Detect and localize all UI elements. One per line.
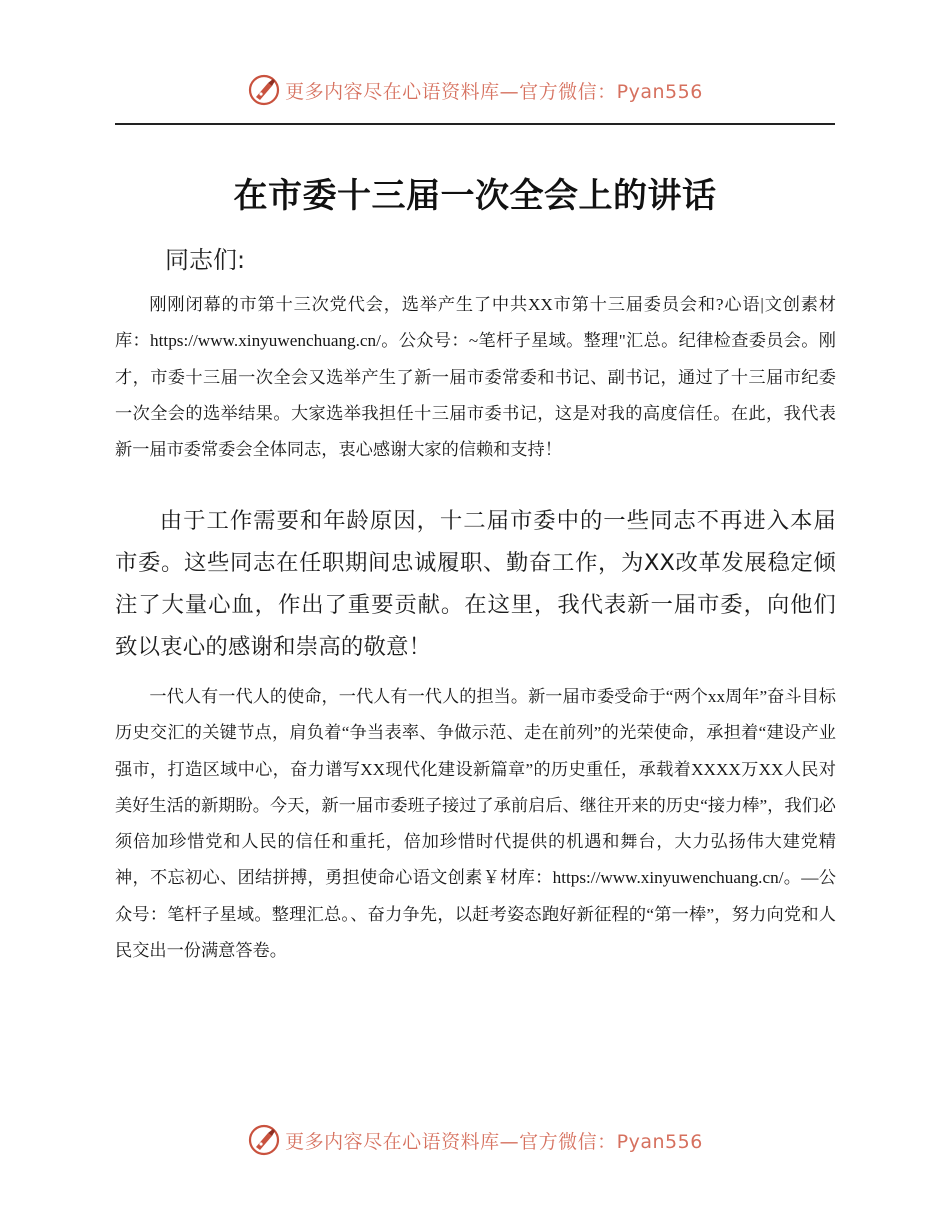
- pen-nib-logo-icon: [247, 1123, 281, 1157]
- salutation: 同志们:: [165, 246, 246, 274]
- paragraph-3: 一代人有一代人的使命，一代人有一代人的担当。新一届市委受命于“两个xx周年”奋斗目标历史交汇的关键节点，肩负着“争当表率、争做示范、走在前列”的光荣使命，承担着“建设产业强市，打造区域中心，奋力谱写XX现代化建设新篇章”的历史重任，承载着XXXX万XX人民对美好生活的新期盼。今天，新一届市委班子接过了承前启后、继往开来的历史“接力棒”，我们必须倍加珍惜党和人民的信任和重托，倍加珍惜时代提供的机遇和舞台，大力弘扬伟大建党精神，不忘初心、团结拼搏，勇担使命心语文创素￥材库：https://www.xinyuwenchuang.cn/。—公众号：笔杆子星域。整理汇总。、奋力争先，以赶考姿态跑好新征程的“第一棒”，努力向党和人民交出一份满意答卷。: [115, 687, 836, 961]
- pen-nib-logo-icon: [247, 73, 281, 107]
- header-divider: [115, 123, 835, 125]
- paragraph-2: 由于工作需要和年龄原因，十二届市委中的一些同志不再进入本届市委。这些同志在任职期间忠诚履职、勤奋工作，为XX改革发展稳定倾注了大量心血，作出了重要贡献。在这里，我代表新一届市委，向他们致以衷心的感谢和崇高的敬意！: [115, 508, 836, 660]
- document-title: 在市委十三届一次全会上的讲话: [233, 176, 717, 216]
- banner-text: 更多内容尽在心语资料库—官方微信：Pyan556: [285, 80, 703, 103]
- banner-text: 更多内容尽在心语资料库—官方微信：Pyan556: [285, 1130, 703, 1153]
- paragraph-1: 刚刚闭幕的市第十三次党代会，选举产生了中共XX市第十三届委员会和?心语|文创素材库：https://www.xinyuwenchuang.cn/。公众号：~笔杆子星域。整理"汇总。纪律检查委员会。刚才，市委十三届一次全会又选举产生了新一届市委常委和书记、副书记，通过了十三届市纪委一次全会的选举结果。大家选举我担任十三届市委书记，这是对我的高度信任。在此，我代表新一届市委常委会全体同志，衷心感谢大家的信赖和支持！: [115, 295, 836, 460]
- footer-banner: [0, 1120, 950, 1160]
- header-banner: [0, 70, 950, 110]
